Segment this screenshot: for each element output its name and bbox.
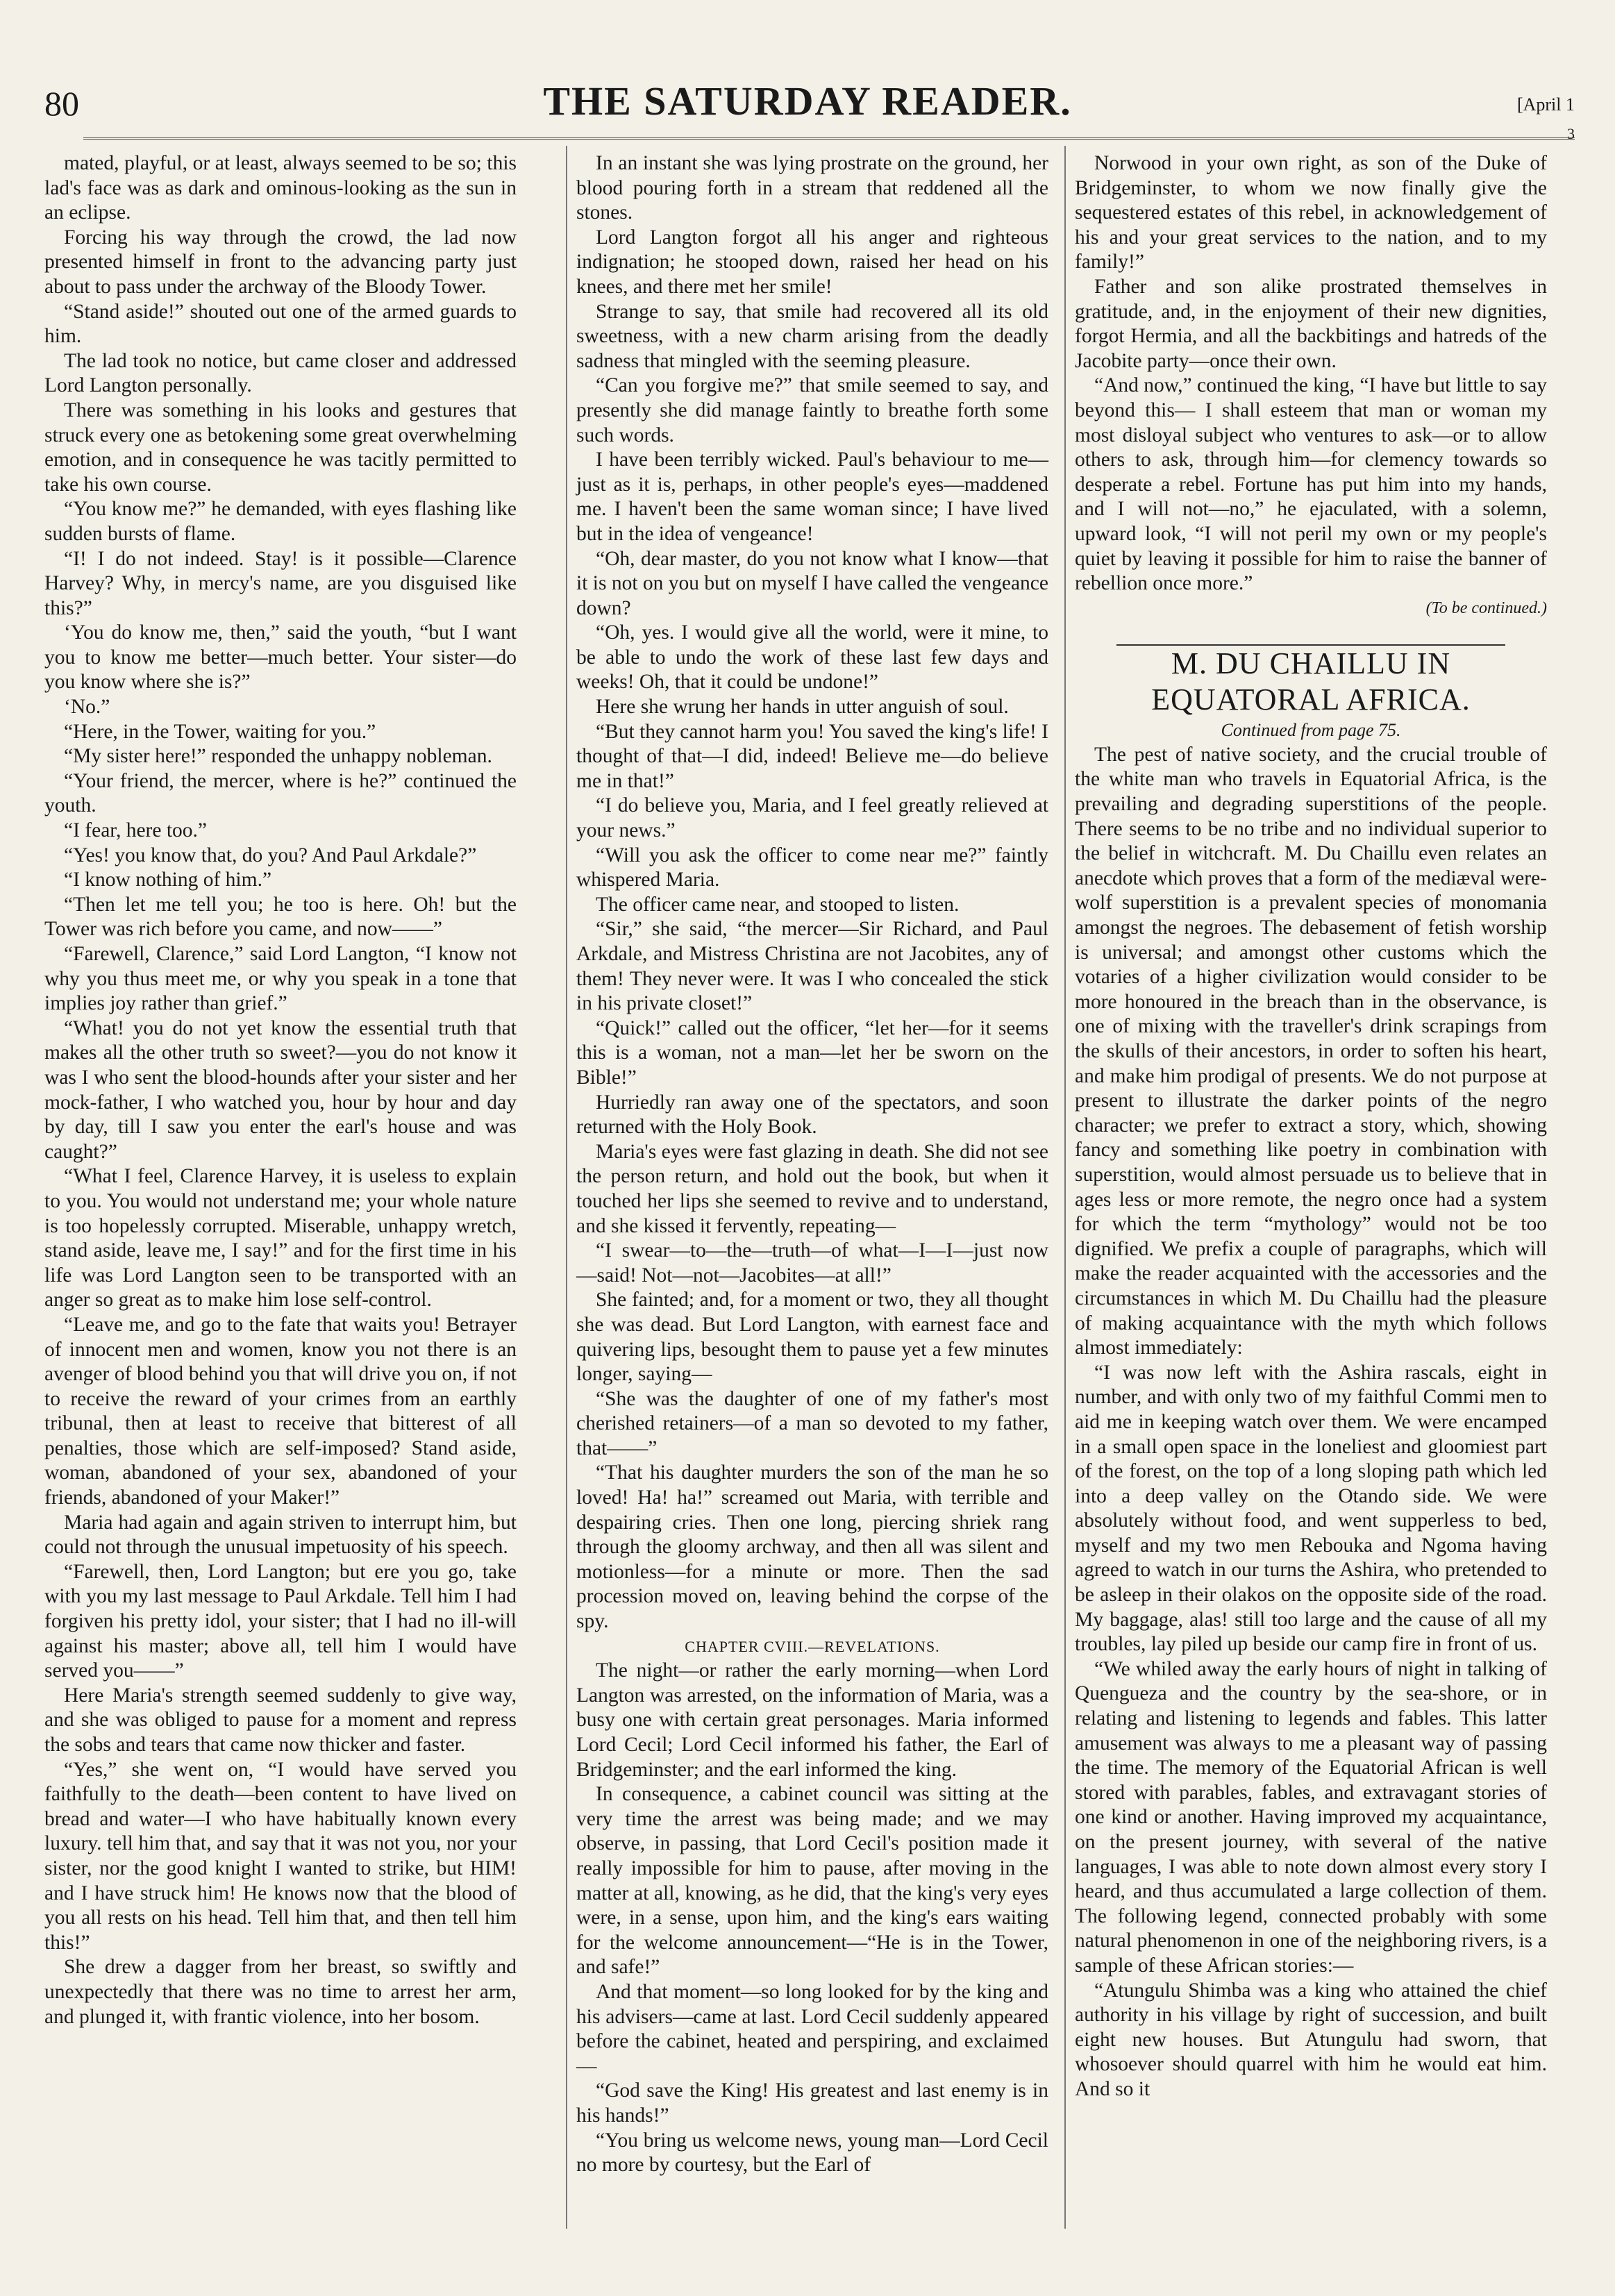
paragraph: The night—or rather the early morning—when Lord Langton was arrested, on the information of Maria, was a busy one with certain great personages. Maria informed Lord Cecil; Lord Cecil informed his father, the Earl of Bridgeminster; and the earl informed the king.: [576, 1659, 1048, 1781]
column-divider-1: [566, 146, 567, 2229]
to-be-continued: (To be continued.): [1425, 598, 1547, 617]
paragraph: “I was now left with the Ashira rascals, eight in number, and with only two of my faithful Commi men to aid me in keeping watch over them. We were encamped in a small open space in the loneliest and gloomiest part of the forest, on the top of a long sloping path which led into a deep valley on the Otando side. We were absolutely without food, and went supperless to bed, myself and my two men Rebouka and Ngoma having agreed to watch in our turns the Ashira, who pretended to be asleep in their olakos on the opposite side of the road. My baggage, alas! still too large and the cause of all my troubles, lay piled up beside our camp fire in front of us.: [1075, 1361, 1547, 1656]
paragraph: “You bring us welcome news, young man—Lord Cecil no more by courtesy, but the Earl of: [576, 2129, 1048, 2177]
paragraph: Lord Langton forgot all his anger and righteous indignation; he stooped down, raised her head on his knees, and there met her smile!: [576, 226, 1048, 298]
paragraph: The officer came near, and stooped to listen.: [596, 893, 960, 916]
paragraph: ‘No.”: [64, 696, 110, 719]
paragraph: “Farewell, then, Lord Langton; but ere you go, take with you my last message to Paul Arkdale. Tell him I had forgiven his pretty idol, your sister; that I had no ill-will against his master; above all, tell him I would have served you——”: [44, 1560, 517, 1682]
paragraph: Strange to say, that smile had recovered all its old sweetness, with a new charm arising from the deadly sadness that mingled with the seeming pleasure.: [576, 300, 1048, 372]
issue-date: [April 1: [1516, 94, 1575, 115]
page-number: 80: [44, 84, 79, 123]
column-2-story: [576, 151, 1048, 1634]
paragraph: Norwood in your own right, as son of the Duke of Bridgeminster, to whom we now finally give the sequestered estates of this rebel, in acknowledgement of his and your great services to the nation, and to my family!”: [1075, 152, 1547, 274]
paragraph: “My sister here!” responded the unhappy nobleman.: [64, 745, 492, 768]
paragraph: mated, playful, or at least, always seemed to be so; this lad's face was as dark and ominous-looking as the sun in an eclipse.: [44, 152, 517, 224]
paragraph: “Here, in the Tower, waiting for you.”: [64, 720, 376, 743]
paragraph: “Quick!” called out the officer, “let her—for it seems this is a woman, not a man—let her be sworn on the Bible!”: [576, 1016, 1048, 1089]
paragraph: Father and son alike prostrated themselves in gratitude, and, in the enjoyment of their new dignities, forgot Hermia, and all the backbitings and hatreds of the Jacobite party—once their own.: [1075, 275, 1547, 372]
paragraph: “What! you do not yet know the essential truth that makes all the other truth so sweet?—you do not know it was I who sent the blood-hounds after your sister and her mock-father, I who watched you, hour by hour and day by day, till I saw you enter the earl's house and was caught?”: [44, 1016, 517, 1163]
paragraph: “I do believe you, Maria, and I feel greatly relieved at your news.”: [576, 794, 1048, 842]
paragraph: “Sir,” she said, “the mercer—Sir Richard, and Paul Arkdale, and Mistress Christina are not Jacobites, any of them! They never were. It was I who concealed the stick in his private closet!”: [576, 918, 1048, 1015]
paragraph: “That his daughter murders the son of the man he so loved! Ha! ha!” screamed out Maria, with terrible and despairing cries. Then one long, piercing shriek rang through the gloomy archway, and then all was silent and motionless—for a minute or more. Then the sad procession moved on, leaving behind the corpse of the spy.: [576, 1461, 1048, 1633]
paragraph: The pest of native society, and the crucial trouble of the white man who travels in Equatorial Africa, is the prevailing and degrading superstitions of the people. There seems to be no tribe and no individual superior to the belief in witchcraft. M. Du Chaillu even relates an anecdote which proves that a form of the mediæval were-wolf superstition is a prevalent species of monomania amongst the negroes. The debasement of fetish worship is universal; and amongst other customs which the votaries of a higher civilization would consider to be more honoured in the breach than in the observance, is one of mixing with the traveller's drink scrapings from the skulls of their ancestors, in order to soften his heart, and make him prodigal of presents. We do not purpose at present to illustrate the darker points of the negro character; we prefer to extract a story, which, showing fancy and something like poetry in combination with superstition, would almost persuade us to believe that in ages less or more remote, the negro once had a system for which the term “mythology” would not be too dignified. We prefix a couple of paragraphs, which will make the reader acquainted with the accessories and the circumstances in which M. Du Chaillu had the pleasure of making acquaintance with the myth which follows almost immediately:: [1075, 743, 1547, 1359]
paragraph: The lad took no notice, but came closer and addressed Lord Langton personally.: [44, 349, 517, 397]
paragraph: “Will you ask the officer to come near me?” faintly whispered Maria.: [576, 844, 1048, 891]
paragraph: “Yes,” she went on, “I would have served you faithfully to the death—been content to have lived on bread and water—I who have habitually known every luxury. tell him that, and say that it was not you, nor your sister, nor the good knight I wanted to strike, but HIM! and I have struck him! He knows now that the blood of you all rests on his head. Tell him that, and then tell him this!”: [44, 1758, 517, 1954]
paragraph: “Then let me tell you; he too is here. Oh! but the Tower was rich before you came, and now——”: [44, 893, 517, 941]
paragraph: “Your friend, the mercer, where is he?” continued the youth.: [44, 769, 517, 817]
paragraph: “Leave me, and go to the fate that waits you! Betrayer of innocent men and women, know you not there is an avenger of blood behind you that will drive you on, if not to receive the reward of your crimes from an earthly tribunal, then at least to receive that bitterest of all penalties, those which are self-imposed? Stand aside, woman, abandoned of your sex, abandoned of your friends, abandoned of your Maker!”: [44, 1313, 517, 1509]
paragraph: Here Maria's strength seemed suddenly to give way, and she was obliged to pause for a moment and repress the sobs and tears that came now thicker and faster.: [44, 1684, 517, 1756]
header-rule: [83, 137, 1575, 140]
paragraph: “Stand aside!” shouted out one of the armed guards to him.: [44, 300, 517, 348]
article-title: M. DU CHAILLU IN EQUATORAL AFRICA.: [1151, 646, 1471, 717]
paragraph: “God save the King! His greatest and last enemy is in his hands!”: [576, 2079, 1048, 2127]
paragraph: “Yes! you know that, do you? And Paul Arkdale?”: [64, 844, 477, 866]
paragraph: She drew a dagger from her breast, so swiftly and unexpectedly that there was no time to arrest her arm, and plunged it, with frantic violence, into her bosom.: [44, 1956, 517, 2028]
column-3: [1075, 151, 1547, 2102]
paragraph: “We whiled away the early hours of night in talking of Quengueza and the country by the sea-shore, or in relating and listening to legends and fables. This latter amusement was always to me a pleasant way of passing the time. The memory of the Equatorial African is well stored with parables, fables, and extravagant stories of one kind or another. Having improved my acquaintance, on the present journey, with several of the native languages, I was able to note down almost every story I heard, and thus accumulated a large collection of them. The following legend, connected probably with some natural phenomenon in one of the neighboring rivers, is a sample of these African stories:—: [1075, 1657, 1547, 1977]
column-1: [44, 151, 517, 2029]
paragraph: “You know me?” he demanded, with eyes flashing like sudden bursts of flame.: [44, 498, 517, 545]
column-2-chapter-text: [576, 1659, 1048, 2177]
paragraph: She fainted; and, for a moment or two, they all thought she was dead. But Lord Langton, with earnest face and quivering lips, besought them to pause yet a few minutes longer, saying—: [576, 1289, 1048, 1386]
paragraph: “Farewell, Clarence,” said Lord Langton, “I know not why you thus meet me, or why you speak in a tone that implies joy rather than grief.”: [44, 943, 517, 1015]
paragraph: I have been terribly wicked. Paul's behaviour to me—just as it is, perhaps, in other people's eyes—maddened me. I haven't been the same woman since; I have lived but in the idea of vengeance!: [576, 449, 1048, 545]
column-divider-2: [1064, 146, 1066, 2229]
article-body: [1075, 743, 1547, 2102]
column-3-story: [1075, 151, 1547, 596]
paragraph: “What I feel, Clarence Harvey, it is useless to explain to you. You would not understand me; your whole nature is too hopelessly corrupted. Miserable, unhappy wretch, stand aside, leave me, I say!” and for the first time in his life was Lord Langton seen to be transported with an anger so great as to make him lose self-control.: [44, 1165, 517, 1312]
paragraph: “She was the daughter of one of my father's most cherished retainers—of a man so devoted to my father, that——”: [576, 1387, 1048, 1459]
header-mark: 3: [1567, 125, 1575, 142]
paragraph: There was something in his looks and gestures that struck every one as betokening some great overwhelming emotion, and in consequence he was tacitly permitted to take his own course.: [44, 399, 517, 496]
paragraph: Maria's eyes were fast glazing in death. She did not see the person return, and hold out the book, but when it touched her lips she seemed to revive and to understand, and she kissed it fervently, repeating—: [576, 1140, 1048, 1237]
paragraph: Maria had again and again striven to interrupt him, but could not through the unusual impetuosity of his speech.: [44, 1511, 517, 1559]
paragraph: “Oh, dear master, do you not know what I know—that it is not on you but on myself I have called the vengeance down?: [576, 547, 1048, 619]
paragraph: In an instant she was lying prostrate on the ground, her blood pouring forth in a stream that reddened all the stones.: [576, 152, 1048, 224]
paragraph: “I fear, here too.”: [64, 819, 207, 842]
paragraph: “Can you forgive me?” that smile seemed to say, and presently she did manage faintly to breathe forth some such words.: [576, 374, 1048, 446]
column-2: [576, 151, 1048, 2178]
paragraph: “But they cannot harm you! You saved the king's life! I thought of that—I did, indeed! Believe me—do believe me in that!”: [576, 720, 1048, 792]
paragraph: Here she wrung her hands in utter anguish of soul.: [596, 696, 1009, 719]
paragraph: ‘You do know me, then,” said the youth, “but I want you to know me better—much better. Your sister—do you know where she is?”: [44, 621, 517, 694]
article-subtitle: Continued from page 75.: [1221, 720, 1401, 741]
paragraph: “I know nothing of him.”: [64, 869, 272, 891]
paragraph: Forcing his way through the crowd, the lad now presented himself in front to the advancing party just about to pass under the archway of the Bloody Tower.: [44, 226, 517, 298]
masthead-title: THE SATURDAY READER.: [543, 78, 1072, 124]
paragraph: “And now,” continued the king, “I have but little to say beyond this— I shall esteem that man or woman my most disloyal subject who ventures to ask—or to allow others to ask, through him—for clemency towards so desperate a rebel. Fortune has put him into my hands, and I will not—no,” he ejaculated, with a solemn, upward look, “I will not peril my own or my people's quiet by leaving it possible for him to raise the banner of rebellion once more.”: [1075, 374, 1547, 595]
paragraph: “Oh, yes. I would give all the world, were it mine, to be able to undo the work of these last few days and weeks! Oh, that it could be undone!”: [576, 621, 1048, 694]
paragraph: Hurriedly ran away one of the spectators, and soon returned with the Holy Book.: [576, 1091, 1048, 1139]
paragraph: And that moment—so long looked for by the king and his advisers—came at last. Lord Cecil suddenly appeared before the cabinet, heated and perspiring, and exclaimed—: [576, 1980, 1048, 2077]
paragraph: “Atungulu Shimba was a king who attained the chief authority in his village by right of succession, and built eight new houses. But Atungulu had sworn, that whosoever should quarrel with him he would eat him. And so it: [1075, 1979, 1547, 2100]
page-header: [40, 78, 1575, 133]
paragraph: “I! I do not indeed. Stay! is it possible—Clarence Harvey? Why, in mercy's name, are you disguised like this?”: [44, 547, 517, 619]
paragraph: In consequence, a cabinet council was sitting at the very time the arrest was being made; and we may observe, in passing, that Lord Cecil's position made it really impossible for him to pause, after moving in the matter at all, knowing, as he did, that the king's very eyes were, in a sense, upon him, and the king's ears waiting for the welcome announcement—“He is in the Tower, and safe!”: [576, 1783, 1048, 1979]
paragraph: “I swear—to—the—truth—of what—I—I—just now—said! Not—not—Jacobites—at all!”: [576, 1239, 1048, 1287]
chapter-heading: CHAPTER CVIII.—REVELATIONS.: [685, 1637, 940, 1655]
